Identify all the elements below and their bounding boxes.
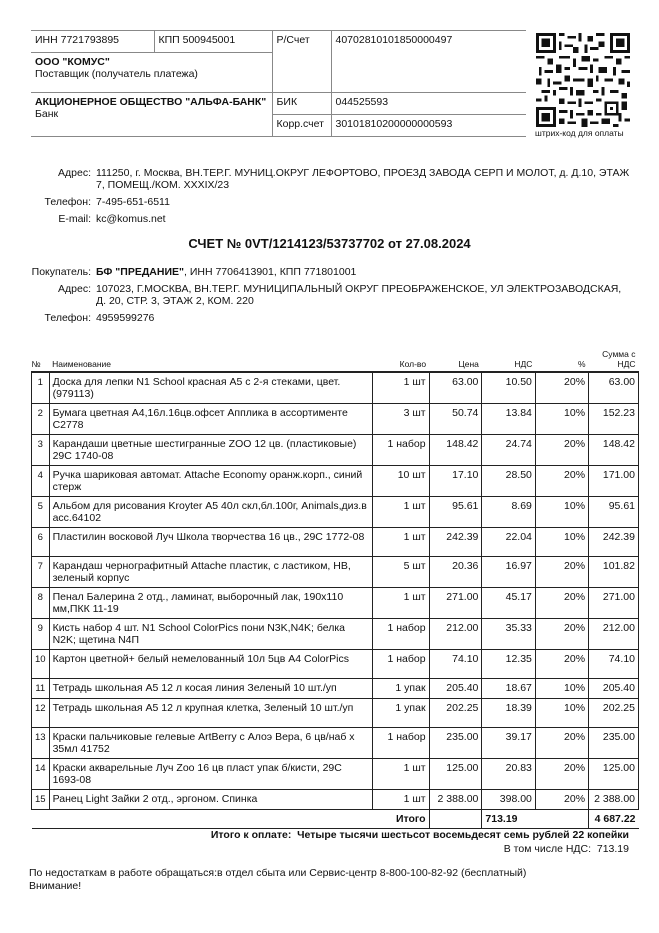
seller-address-label: Адрес: (58, 167, 91, 179)
row-number: 3 (32, 435, 50, 466)
item-vat: 16.97 (482, 557, 536, 588)
bank-block (31, 93, 272, 137)
item-vat: 13.84 (482, 404, 536, 435)
item-sum: 152.23 (589, 404, 639, 435)
col-header-sum: Сумма с НДС (589, 349, 639, 372)
item-vat: 398.00 (482, 790, 536, 810)
row-number: 5 (32, 497, 50, 528)
item-price: 17.10 (429, 466, 482, 497)
item-price: 20.36 (429, 557, 482, 588)
item-name: Ручка шариковая автомат. Attache Economy оранж.корп., синий стерж (49, 466, 372, 497)
item-vat: 39.17 (482, 728, 536, 759)
item-sum: 171.00 (589, 466, 639, 497)
seller-phone: 7-495-651-6511 (96, 196, 170, 208)
item-sum: 101.82 (589, 557, 639, 588)
item-name: Краски акварельные Луч Zoo 16 цв пласт упак б/кисти, 29С 1693-08 (49, 759, 372, 790)
item-qty: 1 набор (372, 728, 429, 759)
item-qty: 1 набор (372, 650, 429, 679)
col-header-qty: Кол-во (372, 349, 429, 372)
item-price: 95.61 (429, 497, 482, 528)
table-row (32, 619, 639, 650)
item-price: 125.00 (429, 759, 482, 790)
col-header-rate: % (535, 349, 588, 372)
item-vat: 18.67 (482, 679, 536, 699)
item-vat-rate: 20% (535, 619, 588, 650)
col-header-price: Цена (429, 349, 482, 372)
item-vat: 10.50 (482, 372, 536, 404)
table-row (32, 699, 639, 728)
item-price: 148.42 (429, 435, 482, 466)
item-sum: 212.00 (589, 619, 639, 650)
item-name: Бумага цветная А4,16л.16цв.офсет Апплика в ассортименте С2778 (49, 404, 372, 435)
item-name: Кисть набор 4 шт. N1 School ColorPics пони N3K,N4K; белка N2K; щетина N4П (49, 619, 372, 650)
seller-email: kc@komus.net (96, 213, 166, 225)
item-qty: 1 набор (372, 619, 429, 650)
item-sum: 63.00 (589, 372, 639, 404)
qr-code-icon (535, 33, 631, 127)
vat-total-label: В том числе НДС: (503, 843, 592, 855)
row-number: 1 (32, 372, 50, 404)
item-qty: 1 шт (372, 528, 429, 557)
supplier-inn: ИНН 7721793895 (31, 31, 154, 53)
item-qty: 5 шт (372, 557, 429, 588)
bank-name: АКЦИОНЕРНОЕ ОБЩЕСТВО "АЛЬФА-БАНК" (35, 96, 267, 108)
seller-address: 111250, г. Москва, ВН.ТЕР.Г. МУНИЦ.ОКРУГ ЛЕФОРТОВО, ПРОЕЗД ЗАВОДА СЕРП И МОЛОТ, д. Д.10, ЭТАЖ 7, ПОМЕЩ./КОМ. XXXIX/23 (96, 167, 630, 191)
item-sum: 242.39 (589, 528, 639, 557)
item-qty: 1 шт (372, 588, 429, 619)
supplier-block (31, 53, 272, 93)
item-name: Картон цветной+ белый немелованный 10л 5цв А4 ColorPics (49, 650, 372, 679)
item-qty: 1 шт (372, 497, 429, 528)
pay-total-line (211, 829, 629, 841)
item-vat: 8.69 (482, 497, 536, 528)
table-row (32, 557, 639, 588)
bank-details-table (31, 30, 526, 137)
table-row (32, 404, 639, 435)
item-price: 202.25 (429, 699, 482, 728)
row-number: 2 (32, 404, 50, 435)
supplier-kpp: КПП 500945001 (154, 31, 272, 53)
row-number: 11 (32, 679, 50, 699)
buyer-details: , ИНН 7706413901, КПП 771801001 (184, 266, 357, 278)
item-price: 212.00 (429, 619, 482, 650)
item-vat-rate: 20% (535, 466, 588, 497)
item-qty: 3 шт (372, 404, 429, 435)
item-vat-rate: 20% (535, 728, 588, 759)
item-vat: 35.33 (482, 619, 536, 650)
item-vat-rate: 10% (535, 699, 588, 728)
total-label: Итого (32, 810, 430, 829)
item-vat-rate: 20% (535, 759, 588, 790)
items-table (31, 349, 639, 829)
bik-label: БИК (272, 93, 331, 115)
footer-attention: Внимание! (29, 880, 82, 892)
item-qty: 1 набор (372, 435, 429, 466)
item-name: Тетрадь школьная А5 12 л крупная клетка, Зеленый 10 шт./уп (49, 699, 372, 728)
col-header-vat: НДС (482, 349, 536, 372)
bik-value: 044525593 (331, 93, 526, 115)
seller-info (30, 167, 630, 230)
table-row (32, 728, 639, 759)
bank-role: Банк (35, 108, 59, 120)
table-row (32, 790, 639, 810)
item-price: 2 388.00 (429, 790, 482, 810)
item-price: 74.10 (429, 650, 482, 679)
item-sum: 2 388.00 (589, 790, 639, 810)
item-vat-rate: 10% (535, 404, 588, 435)
item-name: Краски пальчиковые гелевые ArtBerry с Алоэ Вера, 6 цв/наб х 35мл 41752 (49, 728, 372, 759)
col-header-name: Наименование (49, 349, 372, 372)
seller-email-label: E-mail: (58, 213, 91, 225)
item-vat: 24.74 (482, 435, 536, 466)
item-vat-rate: 20% (535, 557, 588, 588)
item-sum: 125.00 (589, 759, 639, 790)
qr-caption: штрих-код для оплаты (535, 128, 624, 138)
item-vat-rate: 20% (535, 435, 588, 466)
table-row (32, 372, 639, 404)
row-number: 8 (32, 588, 50, 619)
table-row (32, 650, 639, 679)
row-number: 13 (32, 728, 50, 759)
total-sum: 4 687.22 (589, 810, 639, 829)
item-qty: 1 шт (372, 790, 429, 810)
item-vat-rate: 10% (535, 497, 588, 528)
buyer-address: 107023, Г.МОСКВА, ВН.ТЕР.Г. МУНИЦИПАЛЬНЫЙ ОКРУГ ПРЕОБРАЖЕНСКОЕ, УЛ ЭЛЕКТРОЗАВОДСКАЯ, Д. 20, СТР. 3, ЭТАЖ 2, КОМ. 220 (96, 283, 622, 307)
item-price: 242.39 (429, 528, 482, 557)
vat-total-value: 713.19 (596, 843, 629, 855)
buyer-info (30, 266, 630, 329)
row-number: 9 (32, 619, 50, 650)
footer-notes (29, 867, 526, 893)
row-number: 12 (32, 699, 50, 728)
item-vat-rate: 20% (535, 790, 588, 810)
account-label: Р/Счет (272, 31, 331, 93)
item-price: 235.00 (429, 728, 482, 759)
row-number: 7 (32, 557, 50, 588)
item-name: Пластилин восковой Луч Школа творчества 16 цв., 29С 1772-08 (49, 528, 372, 557)
item-vat-rate: 20% (535, 588, 588, 619)
total-vat: 713.19 (482, 810, 589, 829)
item-sum: 271.00 (589, 588, 639, 619)
item-price: 271.00 (429, 588, 482, 619)
item-vat: 22.04 (482, 528, 536, 557)
buyer-address-label: Адрес: (58, 283, 91, 295)
item-sum: 235.00 (589, 728, 639, 759)
item-vat: 20.83 (482, 759, 536, 790)
item-name: Пенал Балерина 2 отд., ламинат, выборочный лак, 190х110 мм,ПКК 11-19 (49, 588, 372, 619)
item-vat: 45.17 (482, 588, 536, 619)
table-row (32, 435, 639, 466)
item-sum: 148.42 (589, 435, 639, 466)
item-vat-rate: 10% (535, 528, 588, 557)
item-vat: 12.35 (482, 650, 536, 679)
buyer-name: БФ "ПРЕДАНИЕ" (96, 266, 184, 278)
item-name: Альбом для рисования Kroyter А5 40л скл,бл.100г, Animals,диз.в асс.64102 (49, 497, 372, 528)
row-number: 4 (32, 466, 50, 497)
table-row (32, 466, 639, 497)
item-sum: 205.40 (589, 679, 639, 699)
item-qty: 1 шт (372, 372, 429, 404)
item-qty: 1 шт (372, 759, 429, 790)
item-qty: 1 упак (372, 699, 429, 728)
item-vat: 28.50 (482, 466, 536, 497)
vat-total-line (504, 843, 629, 855)
supplier-name: ООО "КОМУС" (35, 56, 110, 68)
buyer-label: Покупатель: (31, 266, 91, 278)
seller-phone-label: Телефон: (44, 196, 91, 208)
item-vat: 18.39 (482, 699, 536, 728)
item-price: 50.74 (429, 404, 482, 435)
row-number: 10 (32, 650, 50, 679)
item-name: Тетрадь школьная А5 12 л косая линия Зеленый 10 шт./уп (49, 679, 372, 699)
table-row (32, 588, 639, 619)
item-name: Ранец Light Зайки 2 отд., эргоном. Спинка (49, 790, 372, 810)
buyer-phone: 4959599276 (96, 312, 155, 324)
account-number: 40702810101850000497 (331, 31, 526, 93)
item-qty: 10 шт (372, 466, 429, 497)
item-name: Карандаши цветные шестигранные ZOO 12 цв. (пластиковые) 29С 1740-08 (49, 435, 372, 466)
corr-account-label: Корр.счет (272, 115, 331, 137)
item-vat-rate: 20% (535, 372, 588, 404)
item-price: 63.00 (429, 372, 482, 404)
item-name: Доска для лепки N1 School красная А5 с 2-я стеками, цвет. (979113) (49, 372, 372, 404)
row-number: 6 (32, 528, 50, 557)
item-sum: 202.25 (589, 699, 639, 728)
total-row (32, 810, 639, 829)
item-sum: 74.10 (589, 650, 639, 679)
pay-total-label: Итого к оплате: (210, 829, 292, 841)
col-header-num: № (32, 349, 50, 372)
row-number: 15 (32, 790, 50, 810)
item-vat-rate: 10% (535, 679, 588, 699)
corr-account-value: 30101810200000000593 (331, 115, 526, 137)
payment-qr-block (535, 33, 635, 138)
invoice-title: СЧЕТ № 0VT/1214123/53737702 от 27.08.2024 (188, 236, 471, 251)
table-row (32, 528, 639, 557)
supplier-role: Поставщик (получатель платежа) (35, 68, 198, 80)
table-row (32, 497, 639, 528)
item-vat-rate: 20% (535, 650, 588, 679)
buyer-phone-label: Телефон: (44, 312, 91, 324)
pay-total-words: Четыре тысячи шестьсот восемьдесят семь рублей 22 копейки (297, 829, 629, 841)
item-name: Карандаш чернографитный Attache пластик, с ластиком, HB, зеленый корпус (49, 557, 372, 588)
table-row (32, 759, 639, 790)
footer-service-note: По недостаткам в работе обращаться:в отдел сбыта или Сервис-центр 8-800-100-82-92 (бесплатный) (29, 867, 527, 879)
item-sum: 95.61 (589, 497, 639, 528)
table-row (32, 679, 639, 699)
row-number: 14 (32, 759, 50, 790)
item-price: 205.40 (429, 679, 482, 699)
item-qty: 1 упак (372, 679, 429, 699)
